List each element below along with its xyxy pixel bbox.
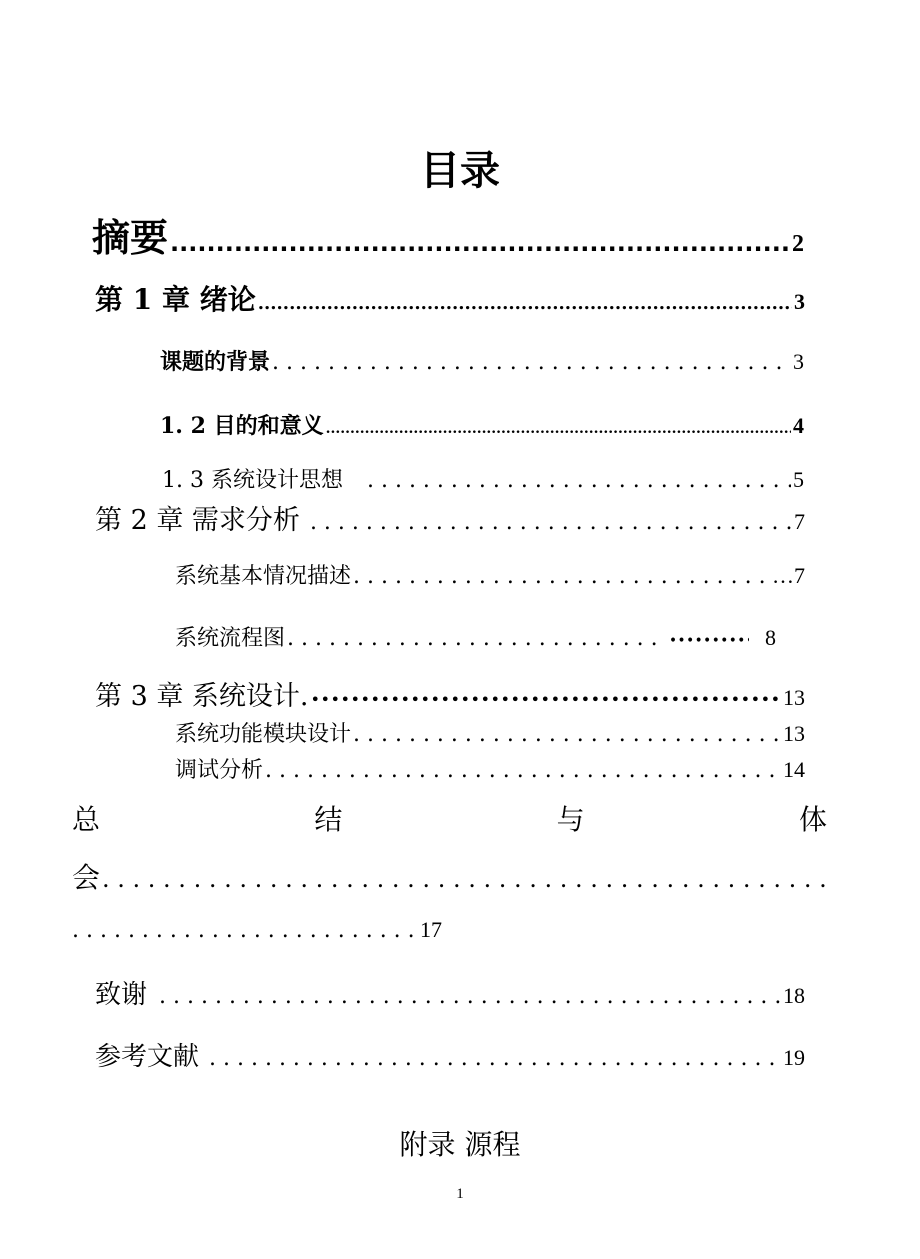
- toc-entry-label: 调试分析: [175, 758, 264, 783]
- toc-entry-purpose[interactable]: [160, 410, 804, 445]
- toc-entry-label: 第 1 章 绪论: [95, 283, 256, 316]
- toc-entry-module-design[interactable]: [175, 718, 805, 751]
- toc-entry-page: 5: [793, 467, 804, 492]
- toc-entry-page: 2: [792, 231, 804, 257]
- dot-leader: [272, 347, 791, 379]
- dot-leader: [265, 755, 781, 787]
- toc-entry-page: 14: [783, 757, 805, 782]
- dot-leader: [159, 978, 781, 1016]
- toc-entry-chapter-3[interactable]: [95, 678, 805, 719]
- toc-entry-page: 7: [794, 509, 805, 534]
- toc-entry-label: 系统基本情况描述: [175, 564, 352, 589]
- dot-leader-heavy: [311, 678, 781, 719]
- toc-entry-label: 参考文献: [95, 1042, 200, 1072]
- summary-char: 总: [72, 803, 101, 836]
- toc-entry-page: 4: [793, 413, 804, 438]
- toc-entry-label: 第 2 章 需求分析: [95, 505, 300, 536]
- toc-entry-system-overview[interactable]: [175, 560, 805, 593]
- page-number: 1: [456, 1186, 464, 1202]
- toc-entry-summary-line-2[interactable]: [72, 858, 832, 899]
- toc-entry-label: 致谢: [95, 980, 148, 1010]
- dot-leader: [353, 719, 781, 751]
- dot-leader: [367, 465, 791, 497]
- toc-entry-chapter-1[interactable]: [95, 280, 805, 324]
- toc-entry-background[interactable]: [160, 346, 804, 379]
- toc-entry-summary-line-3[interactable]: [72, 912, 442, 949]
- dot-leader: [170, 217, 790, 269]
- dot-leader: [310, 504, 792, 542]
- dot-leader: [72, 913, 418, 949]
- toc-entry-page: 3: [794, 289, 805, 314]
- dot-leader-heavy: [669, 623, 749, 657]
- toc-entry-label: 系统功能模块设计: [175, 722, 352, 747]
- dot-leader: [287, 623, 665, 655]
- toc-entry-page: 18: [783, 983, 805, 1008]
- toc-entry-label: 第 3 章 系统设计.: [95, 681, 309, 712]
- toc-entry-label: 1. 2 目的和意义: [160, 413, 324, 439]
- dot-leader: [258, 284, 792, 324]
- toc-entry-page: 13: [783, 685, 805, 710]
- dot-leader: [209, 1040, 781, 1078]
- appendix-heading: 附录 源程: [399, 1128, 521, 1161]
- toc-entry-debugging[interactable]: [175, 754, 805, 787]
- summary-char: 与: [556, 803, 585, 836]
- toc-entry-summary-line-1[interactable]: [72, 800, 827, 840]
- toc-entry-acknowledgements[interactable]: [95, 976, 805, 1016]
- toc-entry-page: 19: [783, 1045, 805, 1070]
- summary-char: 结: [314, 803, 343, 836]
- toc-entry-abstract[interactable]: [92, 212, 804, 270]
- toc-entry-page: 17: [420, 917, 442, 942]
- toc-entry-page: 13: [783, 721, 805, 746]
- toc-entry-page: …7: [772, 563, 805, 588]
- toc-entry-flowchart[interactable]: [175, 622, 805, 657]
- dot-leader: [353, 561, 770, 593]
- toc-entry-label: 1. 3 系统设计思想: [162, 468, 343, 493]
- summary-char: 体: [798, 803, 827, 836]
- toc-entry-chapter-2[interactable]: [95, 502, 805, 542]
- toc-entry-references[interactable]: [95, 1038, 805, 1078]
- toc-entry-label: 会: [72, 861, 101, 894]
- toc-entry-page: 3: [793, 349, 804, 374]
- dot-leader: [326, 413, 791, 445]
- toc-entry-label: 课题的背景: [160, 349, 271, 375]
- toc-entry-page: 8: [765, 625, 777, 650]
- toc-entry-design-idea[interactable]: [162, 464, 804, 497]
- toc-entry-label: 摘要: [92, 216, 169, 260]
- toc-entry-label: 系统流程图: [175, 626, 286, 651]
- dot-leader: [102, 859, 830, 899]
- page-title: 目录: [420, 148, 500, 194]
